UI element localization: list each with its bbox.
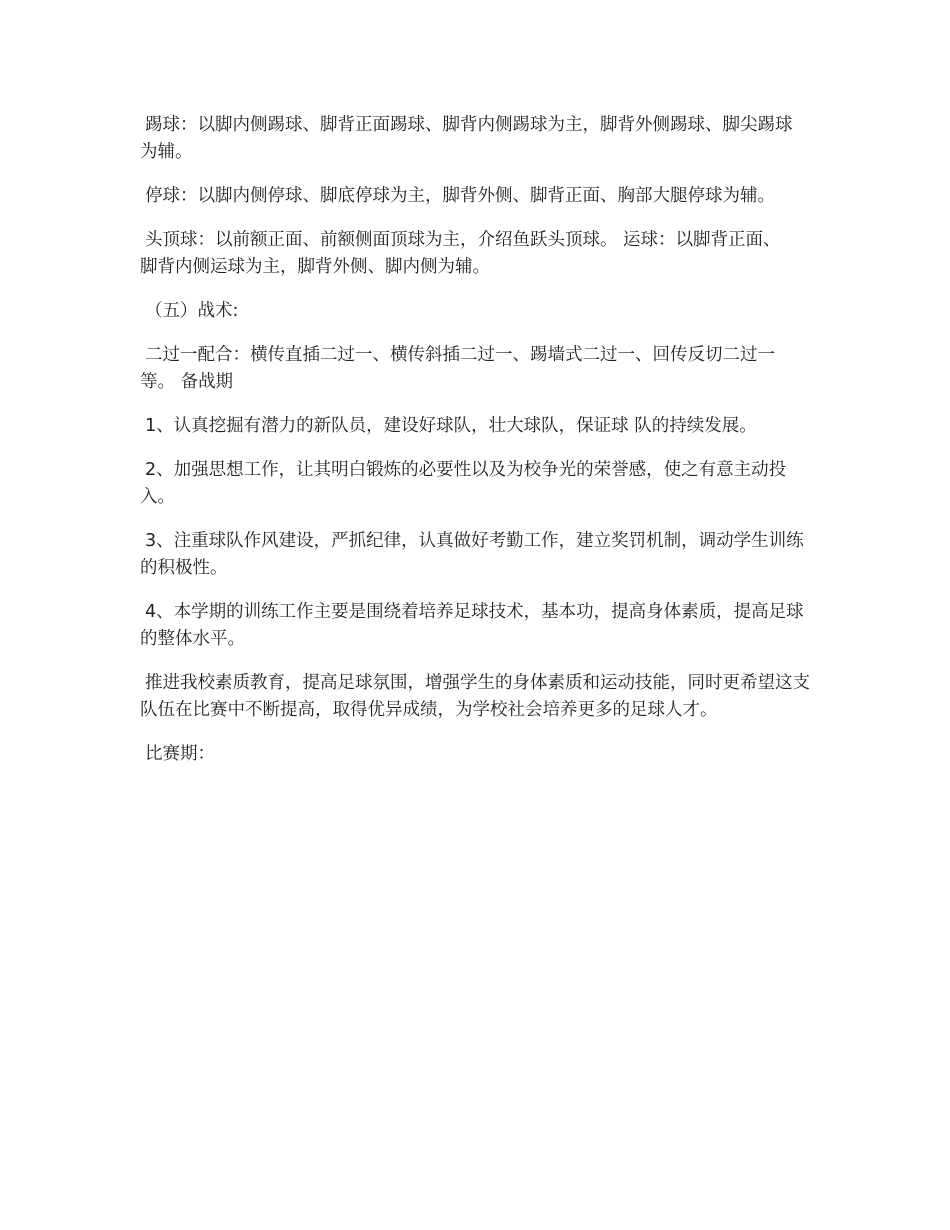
paragraph-tactics-combination: 二过一配合：横传直插二过一、横传斜插二过一、踢墙式二过一、回传反切二过一等。 备战期 bbox=[140, 345, 775, 392]
list-item-1: 1、认真挖掘有潜力的新队员，建设好球队，壮大球队，保证球 队的持续发展。 bbox=[145, 416, 757, 436]
paragraph-heading-dribbling: 头顶球：以前额正面、前额侧面顶球为主，介绍鱼跃头顶球。 运球：以脚背正面、脚背内侧运球为主，脚背外侧、脚内侧为辅。 bbox=[140, 230, 781, 277]
list-item-4: 4、本学期的训练工作主要是围绕着培养足球技术，基本功，提高身体素质，提高足球的整体水平。 bbox=[140, 602, 804, 649]
document-body bbox=[140, 112, 812, 785]
paragraph-tactics-heading: （五）战术: bbox=[145, 301, 239, 321]
paragraph-competition-period: 比赛期： bbox=[145, 744, 215, 764]
list-item-2: 2、加强思想工作，让其明白锻炼的必要性以及为校争光的荣誉感，使之有意主动投入。 bbox=[140, 460, 787, 507]
list-item-3: 3、注重球队作风建设，严抓纪律，认真做好考勤工作，建立奖罚机制，调动学生训练的积极性。 bbox=[140, 531, 804, 578]
paragraph-trapping: 停球：以脚内侧停球、脚底停球为主，脚背外侧、脚背正面、胸部大腿停球为辅。 bbox=[145, 186, 775, 206]
paragraph-kicking: 踢球：以脚内侧踢球、脚背正面踢球、脚背内侧踢球为主，脚背外侧踢球、脚尖踢球为辅。 bbox=[140, 115, 793, 162]
paragraph-goals: 推进我校素质教育，提高足球氛围，增强学生的身体素质和运动技能，同时更希望这支队伍在比赛中不断提高，取得优异成绩，为学校社会培养更多的足球人才。 bbox=[140, 673, 810, 720]
